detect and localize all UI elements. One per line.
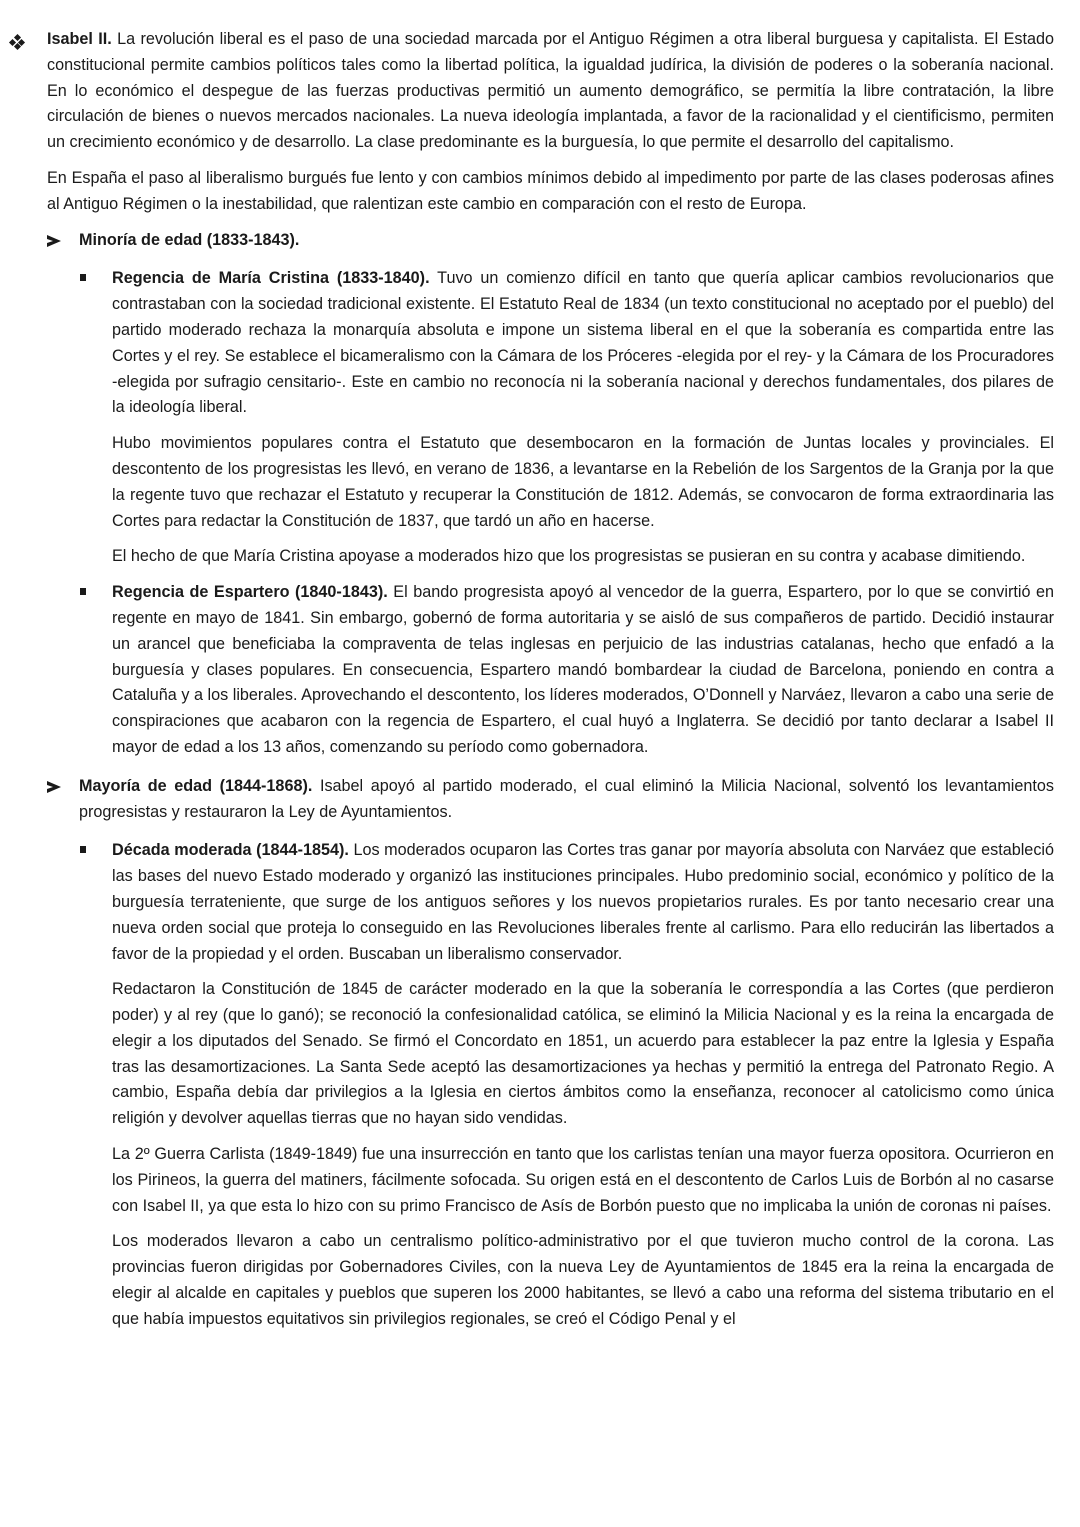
paragraph-constitucion-1845: Redactaron la Constitución de 1845 de carácter moderado en la que la soberanía le correspondía a las Cortes (que perdieron poder) y al rey (que lo ganó); se reconoció la confesionalidad católica, se eliminó la Milicia Nacional y es la reina la encargada de elegir a los diputados del Senado. Se firmó el Concordato en 1851, un acuerdo para establecer la paz entre la Iglesia y España tras las desamortizaciones. La Santa Sede aceptó las desamortizaciones ya hechas y permitió la entrega del Patronato Regio. A cambio, España debía dar privilegios a la Iglesia en ciertos ámbitos como la enseñanza, reconocer al catolicismo como única religión y devolver aquellas tierras que no hayan sido vendidas. xyxy=(112,980,1054,1128)
item-decada-moderada xyxy=(0,838,1054,967)
section-title: Isabel II. xyxy=(47,30,112,48)
subsection-paragraph: Isabel apoyó al partido moderado, el cual eliminó la Milicia Nacional, solventó los levantamientos progresistas y restauraron la Ley de Ayuntamientos. xyxy=(79,776,1054,821)
subsection-title: Mayoría de edad (1844-1868). xyxy=(79,776,313,795)
square-bullet-icon xyxy=(80,266,86,292)
section-isabel-ii xyxy=(0,27,1054,156)
square-bullet-icon xyxy=(80,838,86,864)
item-title: Regencia de María Cristina (1833-1840). xyxy=(112,269,430,288)
item-paragraph: Tuvo un comienzo difícil en tanto que quería aplicar cambios revolucionarios que contrastaban con la sociedad tradicional existente. El Estatuto Real de 1834 (un texto constitucional no aceptado por el pueblo) del partido moderado rechaza la monarquía absoluta e impone un sistema liberal en el que la soberanía es compartida entre las Cortes y el rey. Se establece el bicameralismo con la Cámara de los Próceres -elegida por el rey- y la Cámara de los Procuradores -elegida por sufragio censitario-. Este en cambio no reconocía ni la soberanía nacional y derechos fundamentales, dos pilares de la ideología liberal. xyxy=(112,269,1054,417)
paragraph-guerra-carlista: La 2º Guerra Carlista (1849-1849) fue una insurrección en tanto que los carlistas tenían una mayor fuerza opositora. Ocurrieron en los Pirineos, la guerra del matiners, fácilmente sofocada. Su origen está en el descontento de Carlos Luis de Borbón al no casarse con Isabel II, ya que esta lo hizo con su primo Francisco de Asís de Borbón puesto que no implicaba la unión de coronas ni países. xyxy=(112,1145,1054,1215)
item-title: Década moderada (1844-1854). xyxy=(112,841,349,860)
intro-paragraph: La revolución liberal es el paso de una sociedad marcada por el Antiguo Régimen a otra liberal burguesa y capitalista. El Estado constitucional permite cambios políticos tales como la libertad política, la igualdad judírica, la división de poderes o la soberanía nacional. En lo económico el despegue de las fuerzas productivas permitió un aumento demográfico, se permitía la libre contratación, la libre circulación de bienes o nuevos mercados nacionales. La nueva ideología implantada, a favor de la racionalidad y el cientificismo, permiten un crecimiento económico y de desarrollo. La clase predominante es la burguesía, lo que permite el desarrollo del capitalismo. xyxy=(47,30,1055,152)
paragraph-centralismo: Los moderados llevaron a cabo un centralismo político-administrativo por el que tuvieron mucho control de la corona. Las provincias fueron dirigidas por Gobernadores Civiles, con la nueva Ley de Ayuntamientos de 1845 era la reina la encargada de elegir al alcalde en capitales y pueblos que superen los 2000 habitantes, se llevó a cabo una reforma del sistema tributario en el que había impuestos equitativos sin privilegios regionales, se creó el Código Penal y el xyxy=(112,1232,1054,1328)
item-paragraph: El bando progresista apoyó al vencedor de la guerra, Espartero, por lo que se convirtió en regente en mayo de 1841. Sin embargo, gobernó de forma autoritaria y se aisló de sus compañeros de partido. Decidió instaurar un arancel que beneficiaba la compraventa de telas inglesas en perjuicio de las industrias catalanas, hecho que enfadó a la burguesía y clases populares. En consecuencia, Espartero mandó bombardear la ciudad de Barcelona, poniendo en contra a Cataluña y a los liberales. Aprovechando el descontento, los líderes moderados, O’Donnell y Narváez, llevaron a cabo una serie de conspiraciones que acabaron con la regencia de Espartero, el cual huyó a Inglaterra. Se decidió por tanto declarar a Isabel II mayor de edad a los 13 años, comenzando su período como gobernadora. xyxy=(112,583,1055,756)
item-regencia-espartero xyxy=(0,580,1054,761)
subsection-minoria xyxy=(0,228,1054,254)
subsection-mayoria xyxy=(0,774,1054,826)
arrow-bullet-icon xyxy=(47,228,61,254)
item-paragraph: Los moderados ocuparon las Cortes tras ganar por mayoría absoluta con Narváez que estableció las bases del nuevo Estado moderado y organizó las instituciones principales. Hubo predominio social, económico y político de la burguesía terrateniente, que surge de los antiguos señores y los nuevos propietarios rurales. Es por tanto necesario crear una nueva orden social que proteja lo conseguido en las Revoluciones liberales frente al carlismo. Para ello reducirán las libertados a favor de la propiedad y el orden. Buscaban un liberalismo conservador. xyxy=(112,841,1055,963)
item-regencia-maria-cristina xyxy=(0,266,1054,421)
paragraph-dimision: El hecho de que María Cristina apoyase a moderados hizo que los progresistas se pusieran en su contra y acabase dimitiendo. xyxy=(112,547,1026,566)
four-diamond-bullet-icon xyxy=(10,27,24,53)
square-bullet-icon xyxy=(80,580,86,606)
arrow-bullet-icon xyxy=(47,774,61,800)
item-title: Regencia de Espartero (1840-1843). xyxy=(112,583,388,602)
subsection-title: Minoría de edad (1833-1843). xyxy=(79,230,300,249)
spain-paragraph: En España el paso al liberalismo burgués fue lento y con cambios mínimos debido al impedimento por parte de las clases poderosas afines al Antiguo Régimen o la inestabilidad, que ralentizan este cambio en comparación con el resto de Europa. xyxy=(47,168,1054,213)
paragraph-juntas: Hubo movimientos populares contra el Estatuto que desembocaron en la formación de Juntas locales y provinciales. El descontento de los progresistas les llevó, en verano de 1836, a levantarse en la Rebelión de los Sargentos de la Granja por la que la regente tuvo que rechazar el Estatuto y recuperar la Constitución de 1812. Además, se convocaron de forma extraordinaria las Cortes para redactar la Constitución de 1837, que tardó un año en hacerse. xyxy=(112,434,1054,530)
